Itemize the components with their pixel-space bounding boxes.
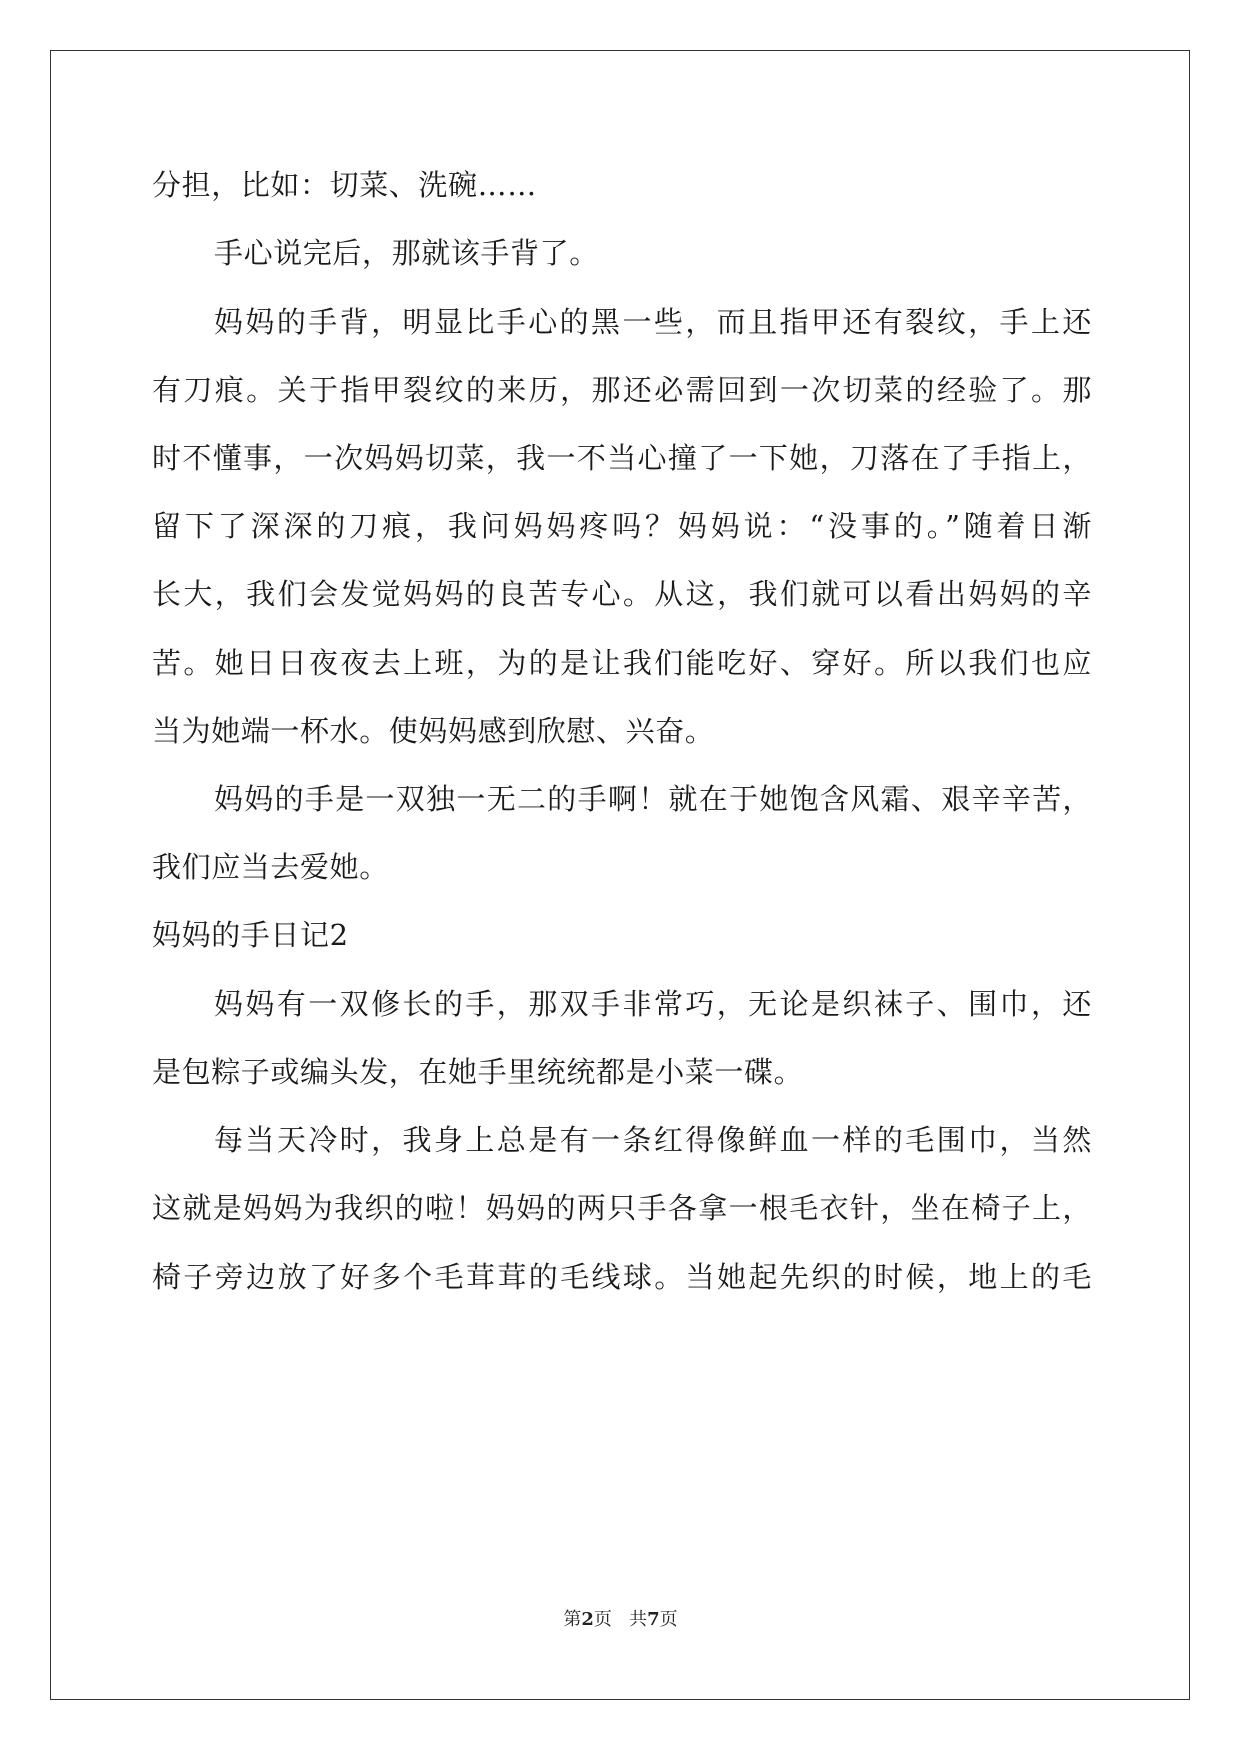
footer-total-prefix: 共 (629, 1609, 648, 1630)
paragraph-line: 当为她端一杯水。使妈妈感到欣慰、兴奋。 (152, 714, 715, 748)
page-number: 2 (581, 1609, 594, 1630)
paragraph-line: 手心说完后，那就该手背了。 (214, 236, 599, 270)
paragraph-line: 留下了深深的刀痕，我问妈妈疼吗？妈妈说：“没事的。”随着日渐 (152, 509, 1092, 543)
paragraph-line: 长大，我们会发觉妈妈的良苦专心。从这，我们就可以看出妈妈的辛 (152, 577, 1092, 611)
paragraph-line: 是包粽子或编头发，在她手里统统都是小菜一碟。 (152, 1055, 804, 1089)
paragraph-line: 椅子旁边放了好多个毛茸茸的毛线球。当她起先织的时候，地上的毛 (152, 1260, 1092, 1294)
paragraph-line: 我们应当去爱她。 (152, 850, 389, 884)
paragraph-line: 分担，比如：切菜、洗碗…… (152, 168, 537, 202)
footer-page-suffix: 页 (593, 1609, 612, 1630)
paragraph-line: 苦。她日日夜夜去上班，为的是让我们能吃好、穿好。所以我们也应 (152, 646, 1092, 680)
paragraph-line: 妈妈的手是一双独一无二的手啊！就在于她饱含风霜、艰辛辛苦， (214, 782, 1092, 816)
paragraph-line: 这就是妈妈为我织的啦！妈妈的两只手各拿一根毛衣针，坐在椅子上， (152, 1191, 1092, 1225)
footer-prefix: 第 (563, 1609, 582, 1630)
total-pages: 7 (647, 1609, 660, 1630)
paragraph-line: 妈妈的手背，明显比手心的黑一些，而且指甲还有裂纹，手上还 (214, 305, 1092, 339)
paragraph-line: 时不懂事，一次妈妈切菜，我一不当心撞了一下她，刀落在了手指上， (152, 441, 1092, 475)
paragraph-line: 有刀痕。关于指甲裂纹的来历，那还必需回到一次切菜的经验了。那 (152, 373, 1092, 407)
page-footer (0, 1605, 1241, 1631)
paragraph-line: 每当天冷时，我身上总是有一条红得像鲜血一样的毛围巾，当然 (214, 1123, 1092, 1157)
paragraph-line: 妈妈有一双修长的手，那双手非常巧，无论是织袜子、围巾，还 (214, 987, 1092, 1021)
footer-total-suffix: 页 (659, 1609, 678, 1630)
section-heading: 妈妈的手日记2 (152, 918, 349, 952)
